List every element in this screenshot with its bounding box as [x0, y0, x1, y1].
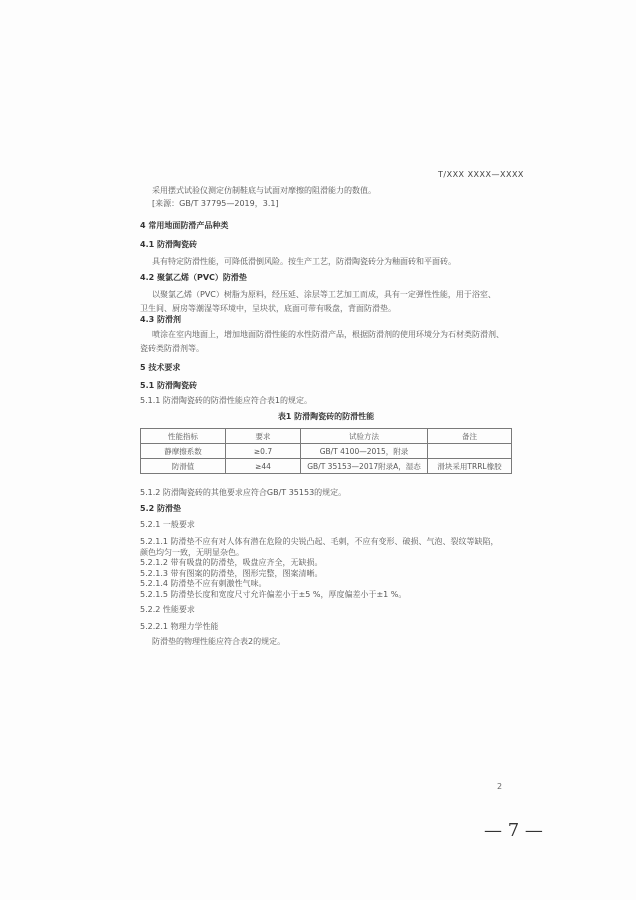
table-cell: GB/T 35153—2017附录A，湿态 — [301, 459, 428, 474]
clause-5-2-1-3: 5.2.1.3 带有图案的防滑垫，图形完整，图案清晰。 — [140, 569, 323, 578]
document-code: T/XXX XXXX—XXXX — [438, 170, 524, 179]
clause-5-1-1: 5.1.1 防滑陶瓷砖的防滑性能应符合表1的规定。 — [140, 396, 312, 405]
table-cell: 滑块采用TRRL橡胶 — [428, 459, 512, 474]
section-4-title: 4 常用地面防滑产品种类 — [140, 221, 229, 230]
table-header-cell: 试验方法 — [301, 429, 428, 444]
clause-5-2-1-1-line-1: 5.2.1.1 防滑垫不应有对人体有潜在危险的尖锐凸起、毛刺，不应有变形、破损、气泡、裂纹等缺陷， — [140, 537, 499, 546]
section-4-2-line-1: 以聚氯乙烯（PVC）树脂为原料，经压延、涂层等工艺加工而成，具有一定弹性性能，用于浴室、 — [152, 290, 496, 299]
section-4-1-title: 4.1 防滑陶瓷砖 — [140, 240, 197, 249]
table-cell: ≥0.7 — [226, 444, 301, 459]
sheet-number: — 7 — — [484, 820, 543, 841]
section-4-3-line-1: 喷涂在室内地面上，增加地面防滑性能的水性防滑产品，根据防滑剂的使用环境分为石材类防滑剂、 — [152, 330, 504, 339]
table-header-cell: 备注 — [428, 429, 512, 444]
section-5-title: 5 技术要求 — [140, 363, 181, 372]
clause-5-2-1-5: 5.2.1.5 防滑垫长度和宽度尺寸允许偏差小于±5 %，厚度偏差小于±1 %。 — [140, 590, 407, 599]
table-1 — [140, 428, 512, 474]
section-4-3-line-2: 瓷砖类防滑剂等。 — [140, 344, 204, 353]
table-1-caption: 表1 防滑陶瓷砖的防滑性能 — [277, 412, 375, 421]
clause-5-1-2: 5.1.2 防滑陶瓷砖的其他要求应符合GB/T 35153的规定。 — [140, 488, 347, 497]
definition-source: [来源：GB/T 37795—2019，3.1] — [152, 199, 279, 208]
table-cell: 静摩擦系数 — [141, 444, 226, 459]
clause-5-2-1-4: 5.2.1.4 防滑垫不应有刺激性气味。 — [140, 579, 267, 588]
clause-5-2-1-1-line-2: 颜色均匀一致，无明显杂色。 — [140, 548, 244, 557]
table-cell — [428, 444, 512, 459]
section-4-2-line-2: 卫生间、厨房等潮湿等环境中，呈块状，底面可带有吸盘，背面防滑垫。 — [140, 304, 396, 313]
section-5-2-2-title: 5.2.2 性能要求 — [140, 605, 195, 614]
section-5-2-2-1-text: 防滑垫的物理性能应符合表2的规定。 — [152, 637, 286, 646]
section-5-2-title: 5.2 防滑垫 — [140, 504, 181, 513]
definition-text: 采用摆式试验仪测定仿制鞋底与试面对摩擦的阻滑能力的数值。 — [152, 186, 376, 195]
table-header-cell: 要求 — [226, 429, 301, 444]
page-number: 2 — [497, 782, 503, 791]
section-5-1-title: 5.1 防滑陶瓷砖 — [140, 381, 197, 390]
section-4-3-title: 4.3 防滑剂 — [140, 315, 181, 324]
table-row — [141, 444, 512, 459]
table-header-row — [141, 429, 512, 444]
table-cell: GB/T 4100—2015，附录 — [301, 444, 428, 459]
section-5-2-2-1-title: 5.2.2.1 物理力学性能 — [140, 622, 219, 631]
section-4-1-text: 具有特定防滑性能，可降低滑倒风险。按生产工艺，防滑陶瓷砖分为釉面砖和平面砖。 — [152, 257, 456, 266]
table-cell: 防滑值 — [141, 459, 226, 474]
table-row — [141, 459, 512, 474]
table-cell: ≥44 — [226, 459, 301, 474]
clause-5-2-1-2: 5.2.1.2 带有吸盘的防滑垫，吸盘应齐全，无缺损。 — [140, 558, 323, 567]
section-4-2-title: 4.2 聚氯乙烯（PVC）防滑垫 — [140, 273, 247, 282]
section-5-2-1-title: 5.2.1 一般要求 — [140, 520, 195, 529]
table-header-cell: 性能指标 — [141, 429, 226, 444]
